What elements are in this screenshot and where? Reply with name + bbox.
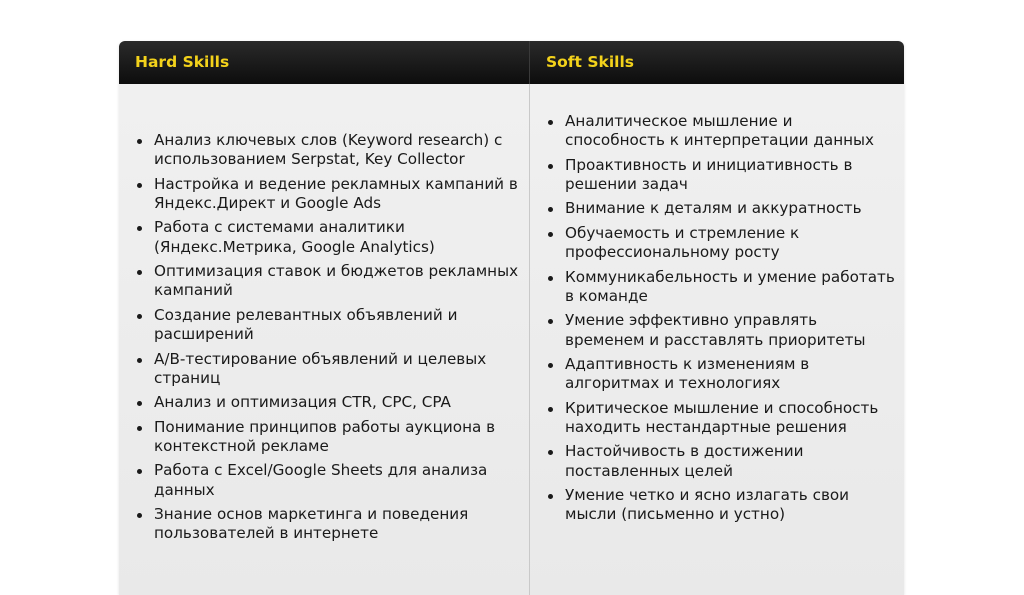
list-item: Адаптивность к изменениям в алгоритмах и технологиях [530, 355, 904, 393]
list-item: Работа с Excel/Google Sheets для анализа данных [119, 461, 529, 499]
table-header [119, 41, 904, 84]
list-item: Создание релевантных объявлений и расширений [119, 306, 529, 344]
skills-table [119, 41, 904, 595]
hard-skills-list [119, 131, 529, 544]
list-item: Работа с системами аналитики (Яндекс.Метрика, Google Analytics) [119, 218, 529, 256]
list-item: Понимание принципов работы аукциона в контекстной рекламе [119, 418, 529, 456]
list-item: Аналитическое мышление и способность к интерпретации данных [530, 112, 904, 150]
list-item: Настойчивость в достижении поставленных целей [530, 442, 904, 480]
list-item: Оптимизация ставок и бюджетов рекламных кампаний [119, 262, 529, 300]
list-item: Знание основ маркетинга и поведения пользователей в интернете [119, 505, 529, 543]
list-item: Внимание к деталям и аккуратность [530, 199, 904, 218]
soft-skills-list [530, 112, 904, 525]
list-item: Критическое мышление и способность находить нестандартные решения [530, 399, 904, 437]
list-item: Умение четко и ясно излагать свои мысли (письменно и устно) [530, 486, 904, 524]
hard-skills-column [119, 84, 530, 595]
header-hard-skills: Hard Skills [119, 41, 530, 84]
list-item: Настройка и ведение рекламных кампаний в Яндекс.Директ и Google Ads [119, 175, 529, 213]
list-item: Анализ и оптимизация CTR, CPC, CPA [119, 393, 529, 412]
soft-skills-column [530, 84, 904, 595]
list-item: Коммуникабельность и умение работать в команде [530, 268, 904, 306]
list-item: Умение эффективно управлять временем и расставлять приоритеты [530, 311, 904, 349]
list-item: Обучаемость и стремление к профессиональному росту [530, 224, 904, 262]
list-item: Анализ ключевых слов (Keyword research) с использованием Serpstat, Key Collector [119, 131, 529, 169]
table-body [119, 84, 904, 595]
list-item: Проактивность и инициативность в решении задач [530, 156, 904, 194]
list-item: A/B-тестирование объявлений и целевых страниц [119, 350, 529, 388]
header-soft-skills: Soft Skills [546, 53, 634, 71]
